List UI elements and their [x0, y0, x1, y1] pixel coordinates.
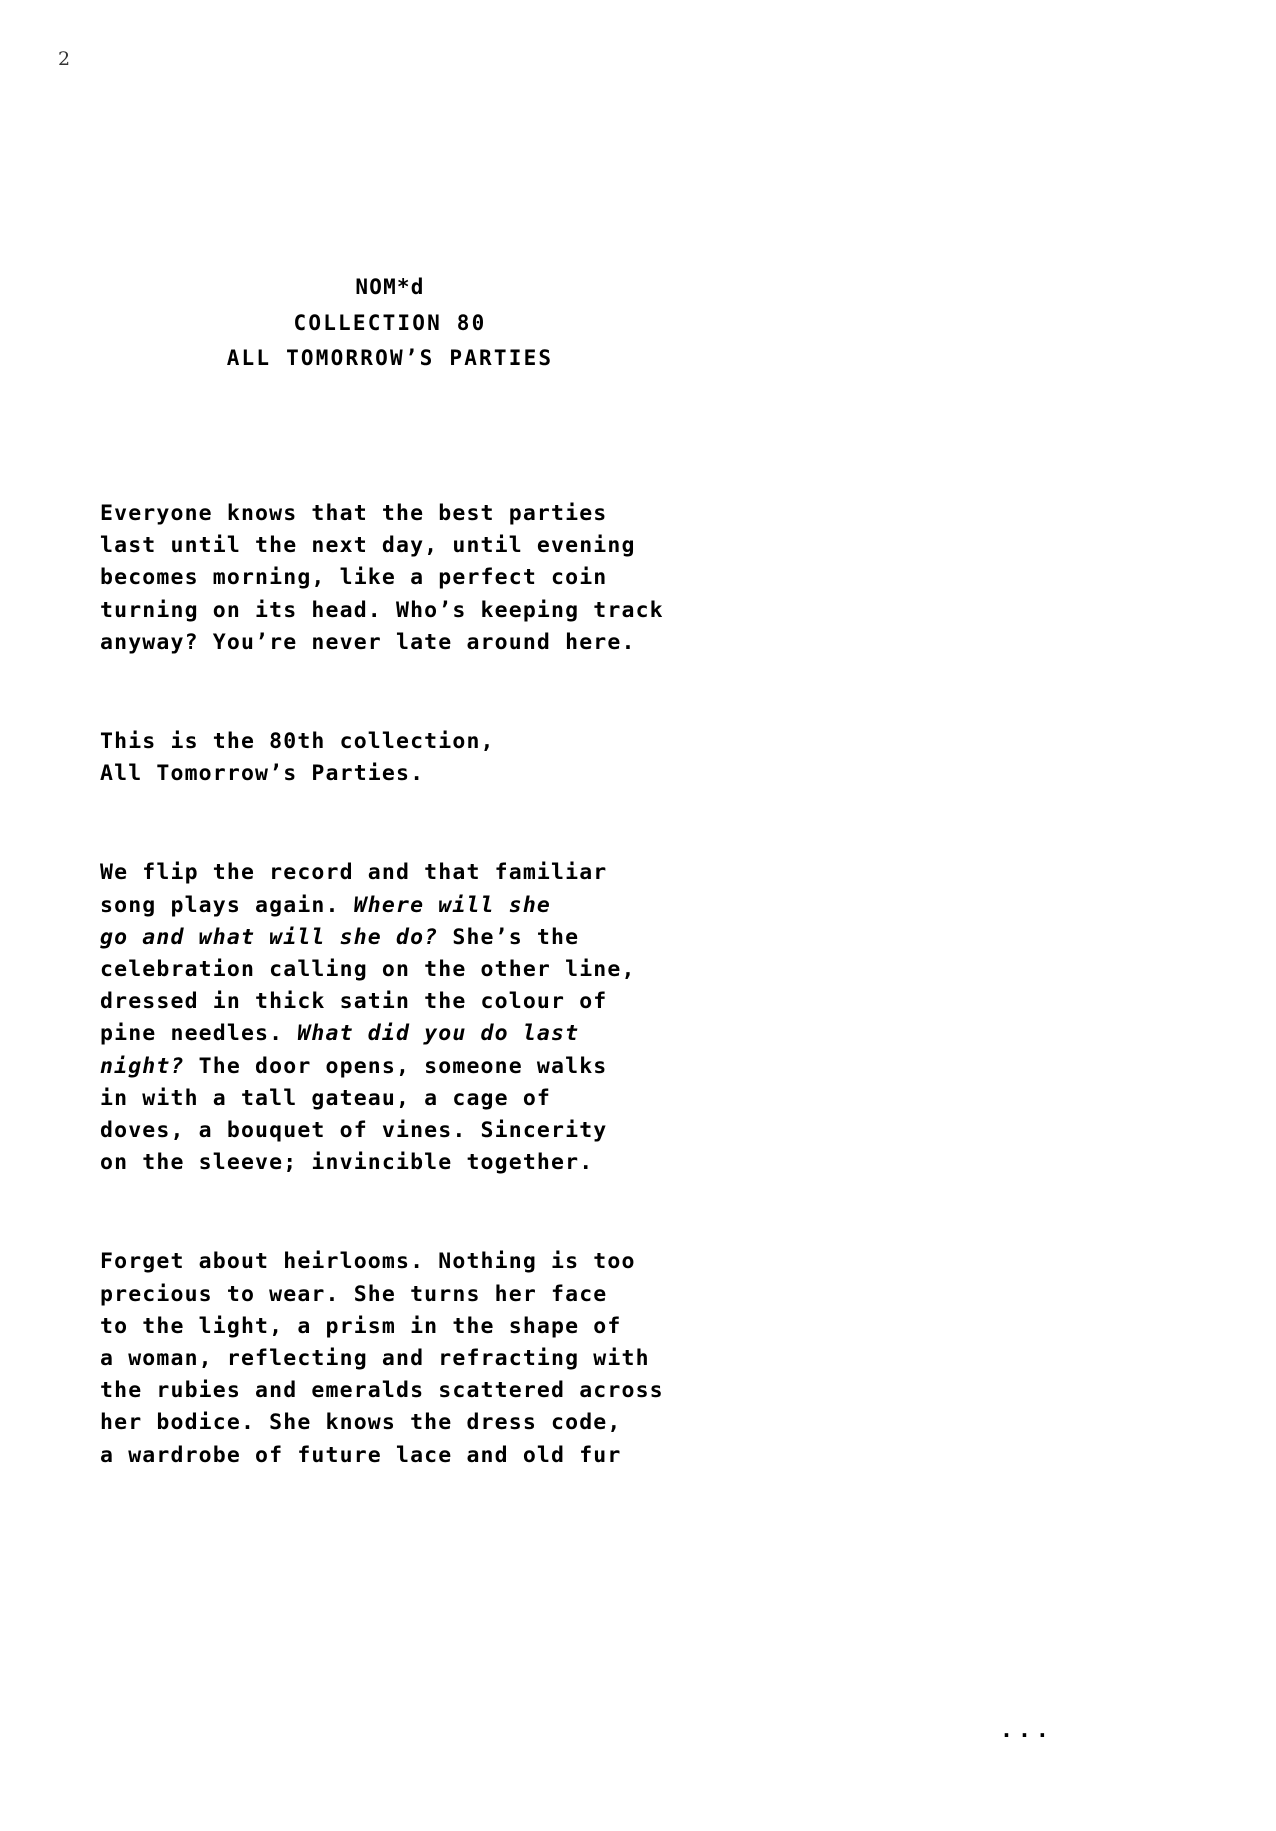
text-line: a wardrobe of future lace and old fur — [100, 1442, 622, 1468]
text-line: Forget about heirlooms. Nothing is too — [100, 1249, 636, 1275]
paragraph-1 — [100, 498, 1000, 659]
text-line: last until the next day, until evening — [100, 533, 636, 559]
text-line: turning on its head. Who’s keeping track — [100, 597, 664, 623]
text-line: pine needles. What did you do last — [100, 1021, 580, 1047]
text-line: doves, a bouquet of vines. Sincerity — [100, 1118, 608, 1144]
title-line-brand: NOM*d — [355, 275, 425, 299]
text-line: celebration calling on the other line, — [100, 957, 636, 983]
text-line: to the light, a prism in the shape of — [100, 1313, 622, 1339]
text-line: night? The door opens, someone walks — [100, 1053, 608, 1079]
text-line: a woman, reflecting and refracting with — [100, 1346, 650, 1372]
page-number: 2 — [58, 48, 71, 70]
continuation-marker: ... — [1000, 1718, 1054, 1743]
body-text — [100, 498, 1000, 1472]
text-line: precious to wear. She turns her face — [100, 1281, 608, 1307]
text-line: the rubies and emeralds scattered across — [100, 1378, 664, 1404]
title-line-collection: COLLECTION 80 — [293, 310, 487, 335]
text-line: All Tomorrow’s Parties. — [100, 761, 425, 787]
title-block — [0, 270, 780, 377]
text-line: on the sleeve; invincible together. — [100, 1150, 594, 1176]
text-line: go and what will she do? She’s the — [100, 924, 580, 950]
text-line: anyway? You’re never late around here. — [100, 629, 636, 655]
text-line: Everyone knows that the best parties — [100, 501, 608, 526]
title-line-name: ALL TOMORROW’S PARTIES — [226, 346, 554, 370]
text-line: her bodice. She knows the dress code, — [100, 1410, 622, 1436]
text-line: in with a tall gateau, a cage of — [100, 1085, 552, 1111]
paragraph-4 — [100, 1246, 1000, 1471]
text-line: This is the 80th collection, — [100, 729, 495, 755]
paragraph-3 — [100, 857, 1000, 1179]
text-line: We flip the record and that familiar — [100, 860, 608, 886]
text-line: becomes morning, like a perfect coin — [100, 565, 608, 591]
text-line: song plays again. Where will she — [100, 892, 552, 918]
text-line: dressed in thick satin the colour of — [100, 989, 608, 1015]
paragraph-2 — [100, 726, 1000, 790]
